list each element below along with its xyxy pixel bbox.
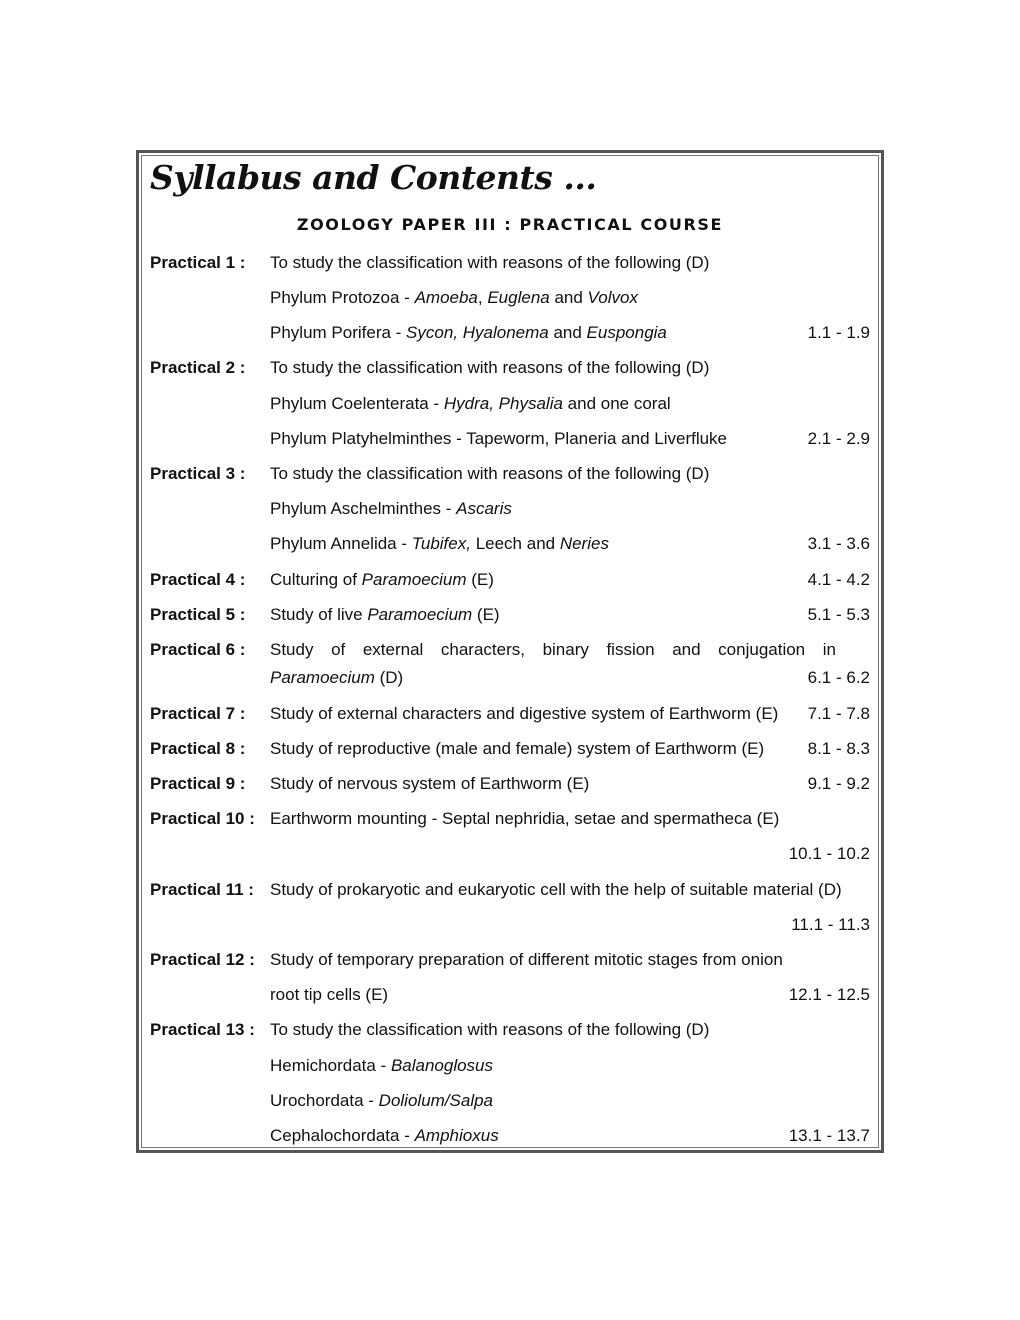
practical-10-pages: 10.1 - 10.2 [788, 844, 870, 863]
practical-11-pages: 11.1 - 11.3 [791, 915, 870, 934]
practical-9-pages: 9.1 - 9.2 [807, 774, 870, 793]
practical-6-pages: 6.1 - 6.2 [807, 668, 870, 687]
practical-2-pages: 2.1 - 2.9 [807, 429, 870, 448]
practical-8-text: Study of reproductive (male and female) system of Earthworm (E) [270, 739, 765, 758]
practical-8-label: Practical 8 : [150, 739, 246, 758]
practical-10-label: Practical 10 : [150, 809, 255, 828]
practical-5-pages: 5.1 - 5.3 [807, 605, 870, 624]
practical-3-label: Practical 3 : [150, 464, 246, 483]
practical-2-line-3: Phylum Platyhelminthes - Tapeworm, Planeria and Liverfluke [270, 429, 728, 448]
practical-11-label: Practical 11 : [150, 880, 254, 899]
practical-13-line-4: Cephalochordata - Amphioxus [270, 1126, 499, 1145]
practical-6-label: Practical 6 : [150, 640, 246, 659]
practical-12-pages: 12.1 - 12.5 [788, 985, 870, 1004]
practical-9-label: Practical 9 : [150, 774, 246, 793]
practical-8-pages: 8.1 - 8.3 [807, 739, 870, 758]
practical-5-text: Study of live Paramoecium (E) [270, 605, 500, 624]
practical-4-text: Culturing of Paramoecium (E) [270, 570, 494, 589]
practical-3-line-3: Phylum Annelida - Tubifex, Leech and Neries [270, 534, 609, 553]
practical-3-line-2: Phylum Aschelminthes - Ascaris [270, 499, 512, 518]
practical-1-intro: To study the classification with reasons of the following (D) [270, 253, 710, 272]
practical-7-label: Practical 7 : [150, 704, 246, 723]
practical-13-line-3: Urochordata - Doliolum/Salpa [270, 1091, 494, 1110]
practical-12-text: Study of temporary preparation of different mitotic stages from onion [270, 950, 783, 969]
practical-13-pages: 13.1 - 13.7 [788, 1126, 870, 1145]
practical-4-label: Practical 4 : [150, 570, 246, 589]
practical-12-text-2: root tip cells (E) [270, 985, 389, 1004]
practical-13-label: Practical 13 : [150, 1020, 255, 1039]
practical-3-intro: To study the classification with reasons of the following (D) [270, 464, 710, 483]
practical-1-pages: 1.1 - 1.9 [807, 323, 870, 342]
practical-12-label: Practical 12 : [150, 950, 255, 969]
practical-9-text: Study of nervous system of Earthworm (E) [270, 774, 590, 793]
course-heading: ZOOLOGY PAPER III : PRACTICAL COURSE [296, 215, 724, 234]
practical-6-line-1: Study of external characters, binary fission and conjugation in [270, 640, 836, 659]
practical-7-pages: 7.1 - 7.8 [807, 704, 870, 723]
practical-7-text: Study of external characters and digestive system of Earthworm (E) [270, 704, 779, 723]
practical-6-line-2: Paramoecium (D) [270, 668, 404, 687]
practical-10-text: Earthworm mounting - Septal nephridia, setae and spermatheca (E) [270, 809, 780, 828]
practical-11-text: Study of prokaryotic and eukaryotic cell with the help of suitable material (D) [270, 880, 842, 899]
practical-1-label: Practical 1 : [150, 253, 246, 272]
practical-3-pages: 3.1 - 3.6 [807, 534, 870, 553]
practical-5-label: Practical 5 : [150, 605, 246, 624]
practical-1-line-3: Phylum Porifera - Sycon, Hyalonema and Euspongia [270, 323, 667, 342]
practical-1-line-2: Phylum Protozoa - Amoeba, Euglena and Volvox [270, 288, 638, 307]
practical-13-intro: To study the classification with reasons of the following (D) [270, 1020, 710, 1039]
practical-13-line-2: Hemichordata - Balanoglosus [270, 1056, 494, 1075]
page-title: Syllabus and Contents ... [150, 158, 597, 197]
practical-2-intro: To study the classification with reasons of the following (D) [270, 358, 710, 377]
practical-2-label: Practical 2 : [150, 358, 246, 377]
practical-2-line-2: Phylum Coelenterata - Hydra, Physalia and one coral [270, 394, 671, 413]
practical-4-pages: 4.1 - 4.2 [807, 570, 870, 589]
